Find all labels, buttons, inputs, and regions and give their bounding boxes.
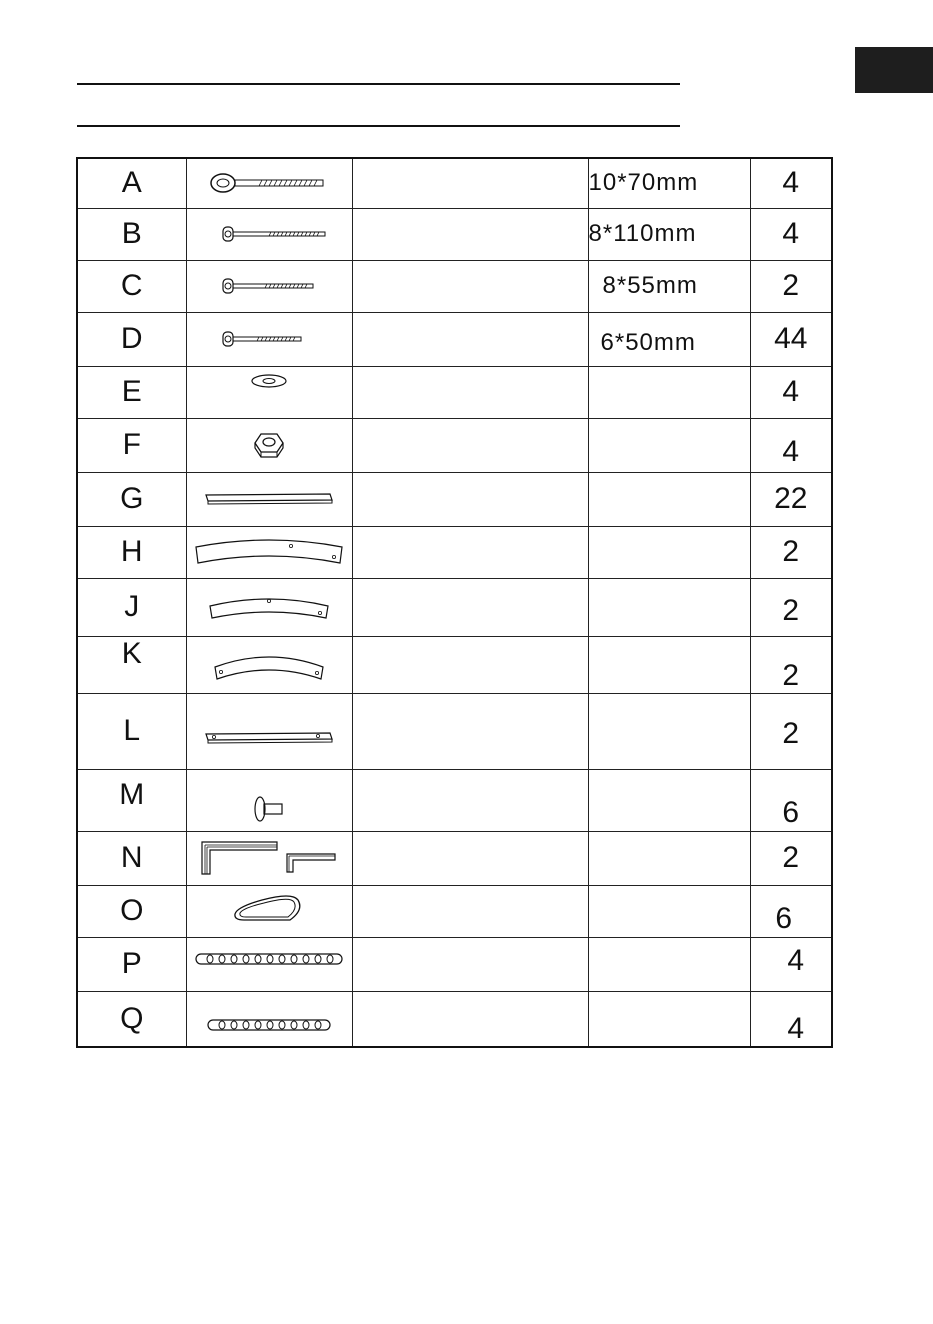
part-spec: 10*70mm [588,158,750,208]
part-spec [588,769,750,831]
part-spec: 8*55mm [588,260,750,312]
part-letter: J [77,578,186,636]
part-spec [588,937,750,991]
language-tab [855,47,933,93]
part-spec [588,526,750,578]
parts-table [76,157,833,1048]
part-letter: K [77,636,186,693]
part-qty: 4 [750,937,832,991]
carabiner-icon [232,894,306,928]
part-spec [588,366,750,418]
part-spec [588,885,750,937]
part-spec [588,693,750,769]
short-bolt-icon [209,329,329,349]
part-qty: 44 [750,312,832,366]
part-spec [588,991,750,1047]
table-row [77,472,832,526]
part-spec [588,578,750,636]
part-letter: E [77,366,186,418]
title-rule-bottom [77,125,680,127]
medium-arc-bar-icon [206,592,332,622]
part-letter: B [77,208,186,260]
part-qty: 4 [750,158,832,208]
flat-bar-icon [204,491,334,507]
part-letter: F [77,418,186,472]
part-spec [588,418,750,472]
long-chain-icon [194,952,344,966]
part-letter: A [77,158,186,208]
part-letter: M [77,769,186,831]
table-row [77,260,832,312]
part-letter: H [77,526,186,578]
table-row [77,769,832,831]
table-row [77,312,832,366]
table-row [77,208,832,260]
part-qty: 2 [750,526,832,578]
part-letter: D [77,312,186,366]
table-row [77,158,832,208]
beam-icon [204,730,334,746]
part-qty: 2 [750,831,832,885]
small-arc-bar-icon [213,649,325,681]
table-row [77,418,832,472]
part-qty: 4 [750,418,832,472]
table-row [77,831,832,885]
part-letter: N [77,831,186,885]
table-row [77,937,832,991]
part-letter: L [77,693,186,769]
part-letter: C [77,260,186,312]
table-row [77,578,832,636]
long-bolt-icon [209,224,329,244]
allen-keys-icon [199,840,339,876]
table-row [77,366,832,418]
part-spec [588,831,750,885]
rivet-icon [252,795,286,823]
short-chain-icon [206,1018,332,1032]
part-qty: 6 [750,769,832,831]
part-qty: 4 [750,991,832,1047]
table-row [77,885,832,937]
part-letter: Q [77,991,186,1047]
part-qty: 6 [750,885,832,937]
table-row [77,693,832,769]
part-qty: 4 [750,366,832,418]
part-spec [588,636,750,693]
part-spec [588,472,750,526]
part-spec: 6*50mm [588,312,750,366]
large-arc-bar-icon [194,537,344,567]
part-letter: G [77,472,186,526]
part-qty: 4 [750,208,832,260]
part-qty: 2 [750,260,832,312]
part-letter: O [77,885,186,937]
nut-icon [252,430,286,460]
table-row [77,526,832,578]
table-row [77,991,832,1047]
table-row [77,636,832,693]
part-qty: 2 [750,578,832,636]
medium-bolt-icon [209,276,329,296]
part-qty: 2 [750,636,832,693]
title-rule-top [77,83,680,85]
part-letter: P [77,937,186,991]
washer-icon [249,373,289,389]
eye-bolt-icon [209,170,329,196]
part-qty: 22 [750,472,832,526]
part-spec: 8*110mm [588,208,750,260]
part-qty: 2 [750,693,832,769]
